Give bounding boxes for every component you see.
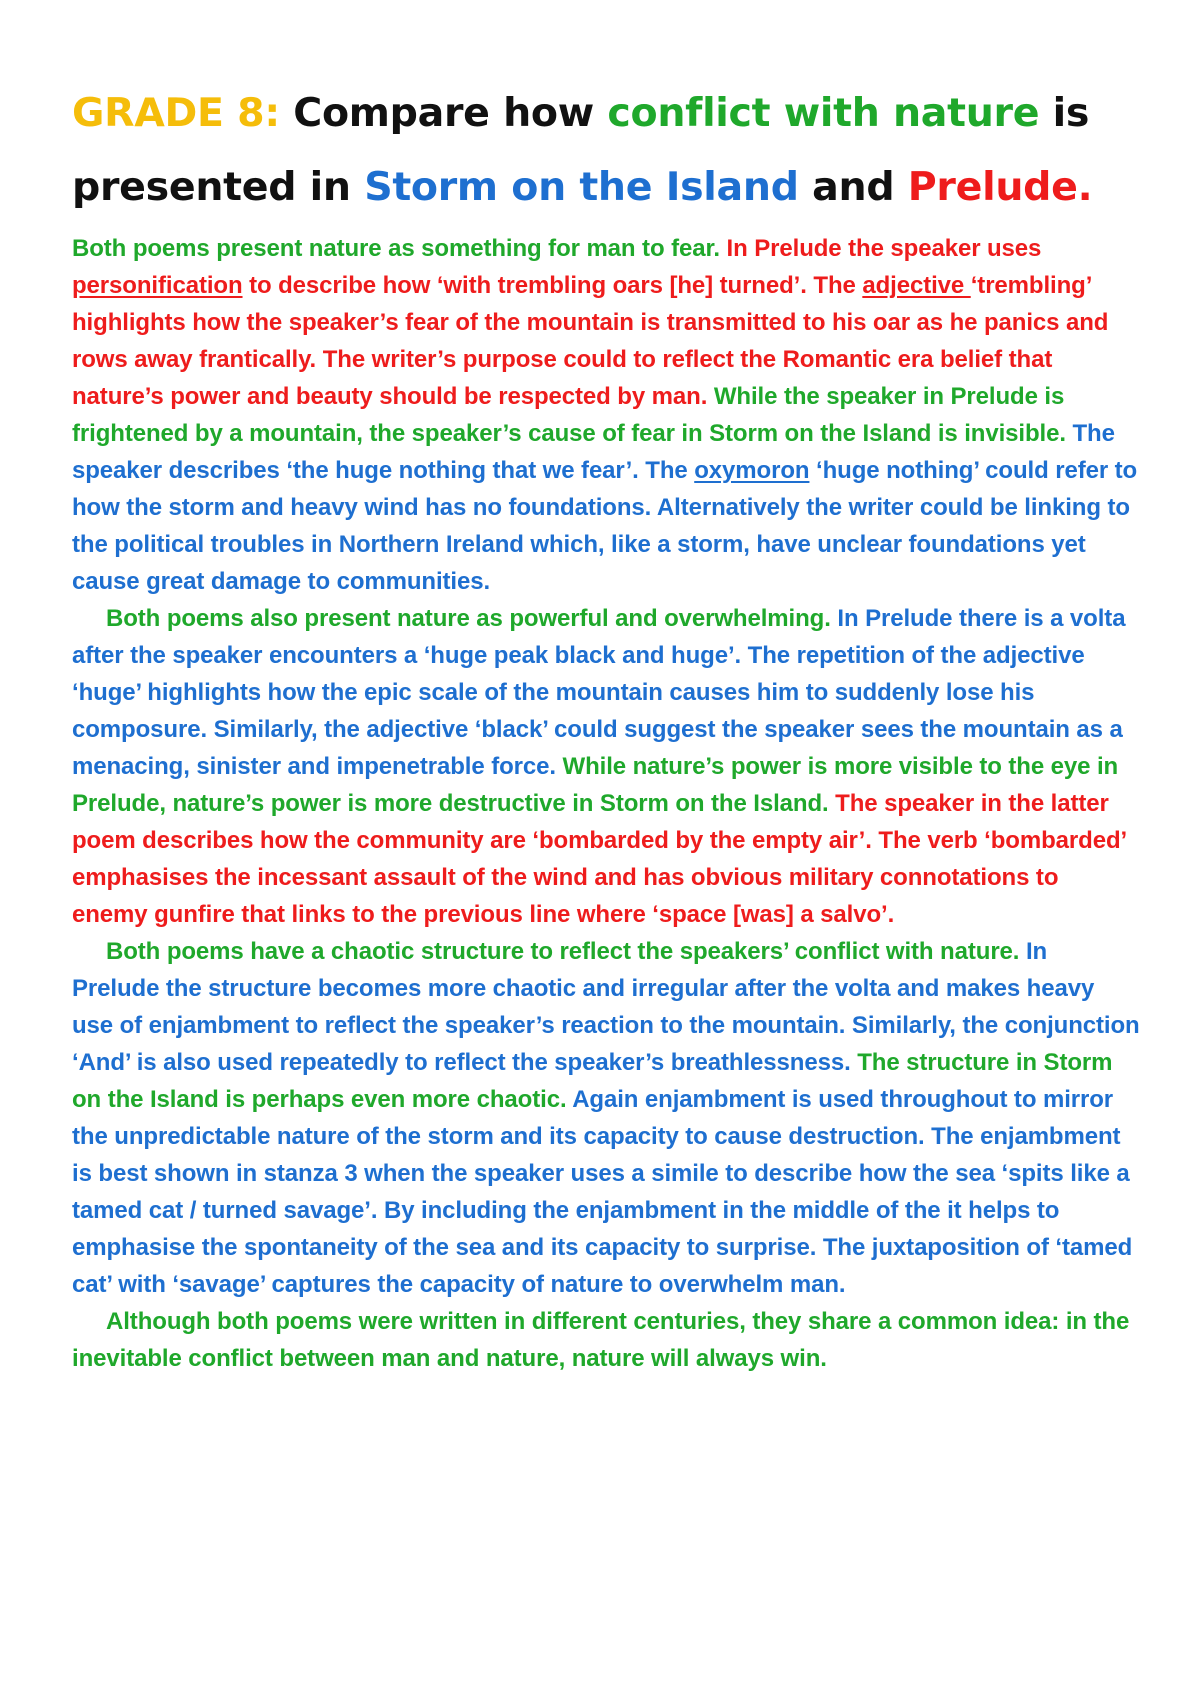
essay-paragraph [72,933,1140,1303]
text-segment: In Prelude the speaker uses [726,235,1042,262]
title-line [72,150,1140,224]
title-segment: Storm on the Island [364,164,799,210]
title-segment: and [798,164,908,210]
title-segment: GRADE 8: [72,90,294,136]
text-segment: The speaker describes ‘the huge nothing that we fear’. The [72,420,1115,484]
text-segment: Both poems also present nature as powerful and overwhelming. [106,605,838,632]
text-segment: While the speaker in Prelude is frightened by a mountain, the speaker’s cause of fear in Storm on the Island is invisible. [72,383,1073,447]
title-segment: Prelude. [907,164,1093,210]
underlined-term: personification [72,272,243,299]
underlined-term: adjective [862,272,971,299]
text-segment: In Prelude the structure becomes more chaotic and irregular after the volta and makes heavy use of enjambment to reflect the speaker’s reaction to the mountain. Similarly, the conjunction ‘And’ is also used repeatedly to reflect the speaker’s breathlessness. [72,938,1140,1076]
text-segment: In Prelude there is a volta after the speaker encounters a ‘huge peak black and huge’. The repetition of the adjective ‘huge’ highlights how the epic scale of the mountain causes him to suddenly lose his composure. Similarly, the adjective ‘black’ could suggest the speaker sees the mountain as a menacing, sinister and impenetrable force. [72,605,1126,780]
title-line [72,76,1140,150]
essay-title [72,76,1140,224]
title-segment: conflict with nature [607,90,1040,136]
title-segment: presented in [72,164,365,210]
essay-paragraph [72,230,1140,600]
title-segment: is [1039,90,1090,136]
text-segment: ‘huge nothing’ could refer to how the storm and heavy wind has no foundations. Alternatively the writer could be linking to the political troubles in Northern Ireland which, like a storm, have unclear foundations yet cause great damage to communities. [72,457,1138,595]
essay-paragraph [72,600,1140,933]
essay-body [72,230,1140,1377]
title-segment: Compare how [293,90,608,136]
text-segment: Both poems have a chaotic structure to reflect the speakers’ conflict with nature. [106,938,1026,965]
text-segment: Again enjambment is used throughout to mirror the unpredictable nature of the storm and its capacity to cause destruction. The enjambment is best shown in stanza 3 when the speaker uses a simile to describe how the sea ‘spits like a tamed cat / turned savage’. By including the enjambment in the middle of the it helps to emphasise the spontaneity of the sea and its capacity to surprise. The juxtaposition of ‘tamed cat’ with ‘savage’ captures the capacity of nature to overwhelm man. [72,1086,1133,1298]
text-segment: The structure in Storm on the Island is perhaps even more chaotic. [72,1049,1113,1113]
text-segment: ‘trembling’ highlights how the speaker’s fear of the mountain is transmitted to his oar as he panics and rows away frantically. The writer’s purpose could to reflect the Romantic era belief that nature’s power and beauty should be respected by man. [72,272,1109,410]
underlined-term: oxymoron [694,457,810,484]
text-segment: to describe how ‘with trembling oars [he] turned’. The [242,272,863,299]
text-segment: While nature’s power is more visible to the eye in Prelude, nature’s power is more destructive in Storm on the Island. [72,753,1119,817]
essay-paragraph [72,1303,1140,1377]
text-segment: Although both poems were written in different centuries, they share a common idea: in the inevitable conflict between man and nature, nature will always win. [72,1308,1130,1372]
text-segment: Both poems present nature as something for man to fear. [72,235,727,262]
text-segment: The speaker in the latter poem describes how the community are ‘bombarded by the empty air’. The verb ‘bombarded’ emphasises the incessant assault of the wind and has obvious military connotations to enemy gunfire that links to the previous line where ‘space [was] a salvo’. [72,790,1126,928]
